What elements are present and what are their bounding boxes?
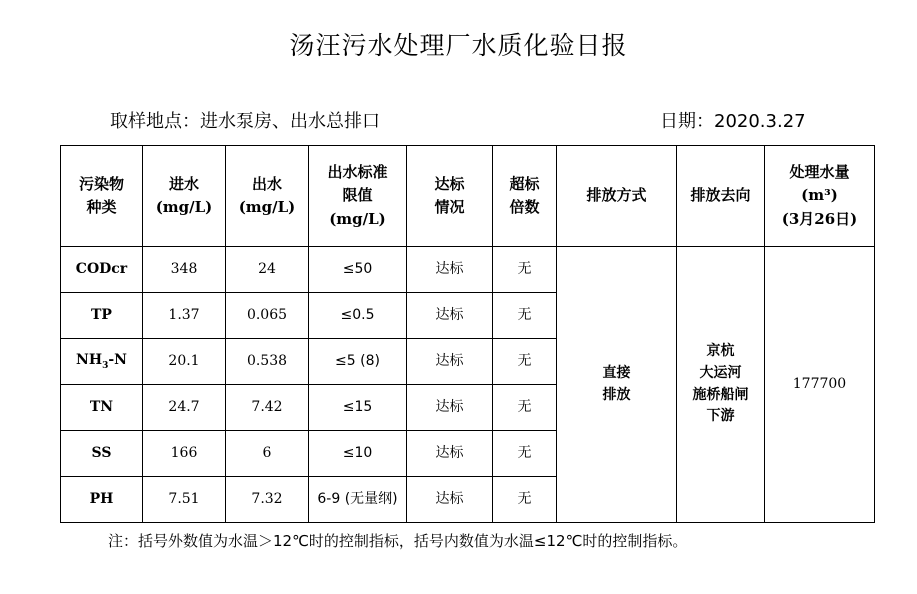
discharge-destination-cell: 京杭 大运河 施桥船闸 下游 <box>677 247 765 523</box>
standard-cell: ≤0.5 <box>309 293 407 339</box>
header-excess: 超标 倍数 <box>493 146 557 247</box>
excess-cell: 无 <box>493 477 557 523</box>
standard-cell: ≤5 (8) <box>309 339 407 385</box>
status-cell: 达标 <box>407 247 493 293</box>
status-cell: 达标 <box>407 385 493 431</box>
status-cell: 达标 <box>407 477 493 523</box>
excess-cell: 无 <box>493 385 557 431</box>
header-volume: 处理水量 (m³) (3月26日) <box>765 146 875 247</box>
table-row <box>61 247 875 293</box>
header-status: 达标 情况 <box>407 146 493 247</box>
effluent-cell: 0.538 <box>226 339 309 385</box>
volume-cell: 177700 <box>765 247 875 523</box>
status-cell: 达标 <box>407 431 493 477</box>
standard-cell: ≤50 <box>309 247 407 293</box>
report-date: 日期：2020.3.27 <box>660 111 806 132</box>
header-row <box>61 146 875 247</box>
standard-cell: 6-9 (无量纲) <box>309 477 407 523</box>
pollutant-cell: PH <box>61 477 143 523</box>
water-quality-table <box>60 145 875 523</box>
excess-cell: 无 <box>493 431 557 477</box>
effluent-cell: 7.42 <box>226 385 309 431</box>
header-standard: 出水标准 限值 (mg/L) <box>309 146 407 247</box>
header-effluent: 出水 (mg/L) <box>226 146 309 247</box>
status-cell: 达标 <box>407 339 493 385</box>
effluent-cell: 0.065 <box>226 293 309 339</box>
pollutant-cell: $NH_3-N$ <box>61 339 143 385</box>
effluent-cell: 6 <box>226 431 309 477</box>
header-discharge-method: 排放方式 <box>557 146 677 247</box>
standard-cell: ≤15 <box>309 385 407 431</box>
pollutant-cell: CODcr <box>61 247 143 293</box>
effluent-cell: 7.32 <box>226 477 309 523</box>
standard-cell: ≤10 <box>309 431 407 477</box>
influent-cell: 7.51 <box>143 477 226 523</box>
influent-cell: 348 <box>143 247 226 293</box>
influent-cell: 24.7 <box>143 385 226 431</box>
footnote: 注：括号外数值为水温＞12℃时的控制指标，括号内数值为水温≤12℃时的控制指标。 <box>108 532 688 550</box>
sampling-location: 取样地点：进水泵房、出水总排口 <box>110 111 380 132</box>
header-pollutant: 污染物 种类 <box>61 146 143 247</box>
influent-cell: 1.37 <box>143 293 226 339</box>
influent-cell: 20.1 <box>143 339 226 385</box>
influent-cell: 166 <box>143 431 226 477</box>
excess-cell: 无 <box>493 339 557 385</box>
pollutant-cell: TN <box>61 385 143 431</box>
pollutant-cell: TP <box>61 293 143 339</box>
excess-cell: 无 <box>493 293 557 339</box>
excess-cell: 无 <box>493 247 557 293</box>
pollutant-cell: SS <box>61 431 143 477</box>
discharge-method-cell: 直接 排放 <box>557 247 677 523</box>
report-title: 汤汪污水处理厂水质化验日报 <box>289 31 628 60</box>
effluent-cell: 24 <box>226 247 309 293</box>
status-cell: 达标 <box>407 293 493 339</box>
header-discharge-destination: 排放去向 <box>677 146 765 247</box>
header-influent: 进水 (mg/L) <box>143 146 226 247</box>
